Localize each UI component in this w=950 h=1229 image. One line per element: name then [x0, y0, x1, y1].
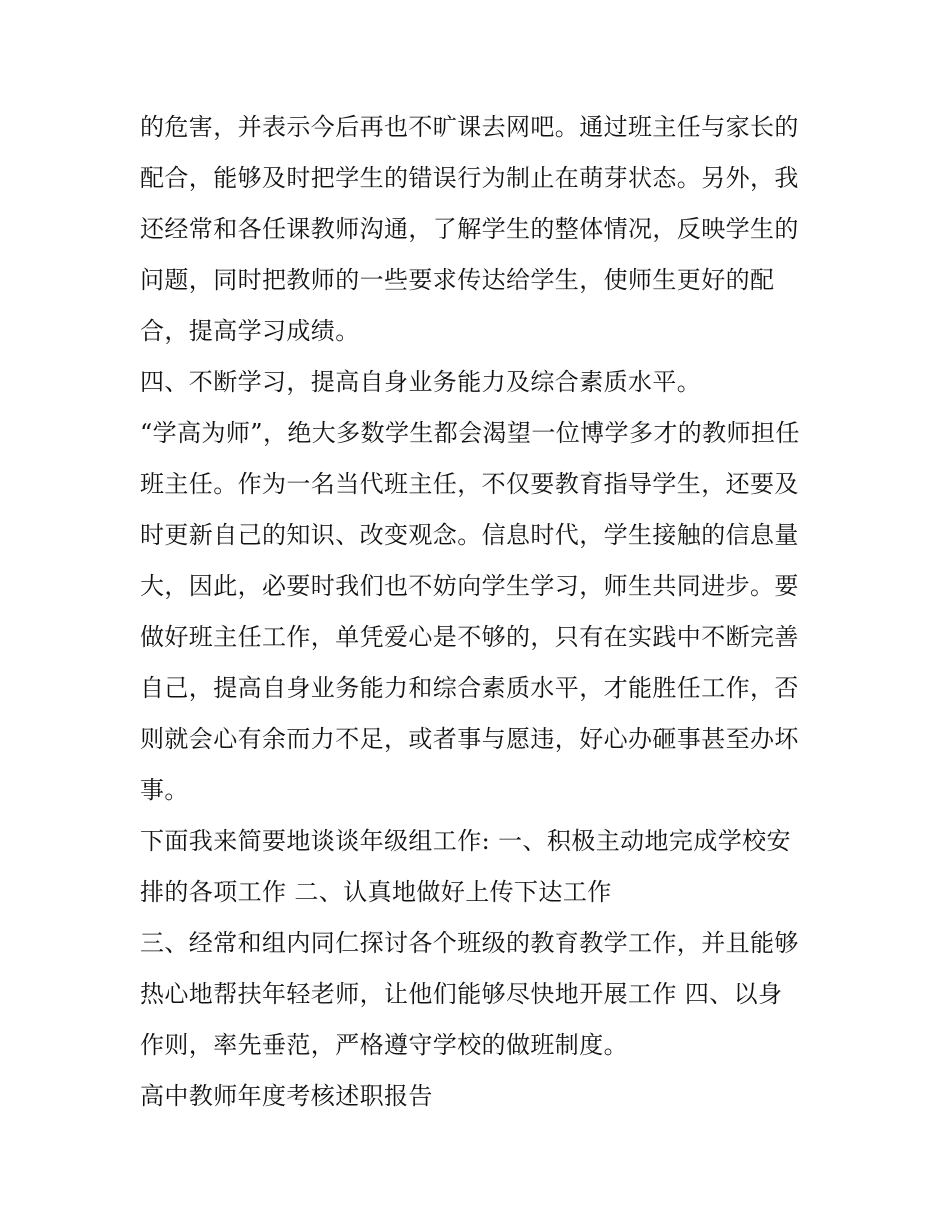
- text-line: 还经常和各任课教师沟通，了解学生的整体情况，反映学生的: [140, 215, 799, 243]
- text-line: 则就会心有余而力不足，或者事与愿违，好心办砸事甚至办坏: [140, 725, 799, 753]
- text-line: 的危害，并表示今后再也不旷课去网吧。通过班主任与家长的: [140, 113, 799, 141]
- text-line: 排的各项工作 二、认真地做好上传下达工作: [140, 878, 612, 906]
- text-line: 配合，能够及时把学生的错误行为制止在萌芽状态。另外，我: [140, 164, 799, 192]
- text-line: 热心地帮扶年轻老师，让他们能够尽快地开展工作 四、以身: [140, 980, 783, 1008]
- text-line: 事。: [140, 776, 189, 804]
- text-line: 做好班主任工作，单凭爱心是不够的，只有在实践中不断完善: [140, 623, 799, 651]
- text-line: 三、经常和组内同仁探讨各个班级的教育教学工作，并且能够: [140, 929, 799, 957]
- text-line: 问题，同时把教师的一些要求传达给学生，使师生更好的配: [140, 266, 775, 294]
- text-line: “学高为师”，绝大多数学生都会渴望一位博学多才的教师担任: [140, 419, 800, 447]
- document-body: [140, 102, 812, 1122]
- text-line: 作则，率先垂范，严格遵守学校的做班制度。: [140, 1031, 628, 1059]
- text-line: 班主任。作为一名当代班主任，不仅要教育指导学生，还要及: [140, 470, 799, 498]
- section-heading: 四、不断学习，提高自身业务能力及综合素质水平。: [140, 368, 702, 396]
- document-title-line: 高中教师年度考核述职报告: [140, 1082, 433, 1110]
- text-line: 自己，提高自身业务能力和综合素质水平，才能胜任工作，否: [140, 674, 799, 702]
- text-line: 时更新自己的知识、改变观念。信息时代，学生接触的信息量: [140, 521, 799, 549]
- text-line: 大，因此，必要时我们也不妨向学生学习，师生共同进步。要: [140, 572, 799, 600]
- text-line: 合，提高学习成绩。: [140, 317, 360, 345]
- text-line: 下面我来简要地谈谈年级组工作: 一、积极主动地完成学校安: [140, 827, 791, 855]
